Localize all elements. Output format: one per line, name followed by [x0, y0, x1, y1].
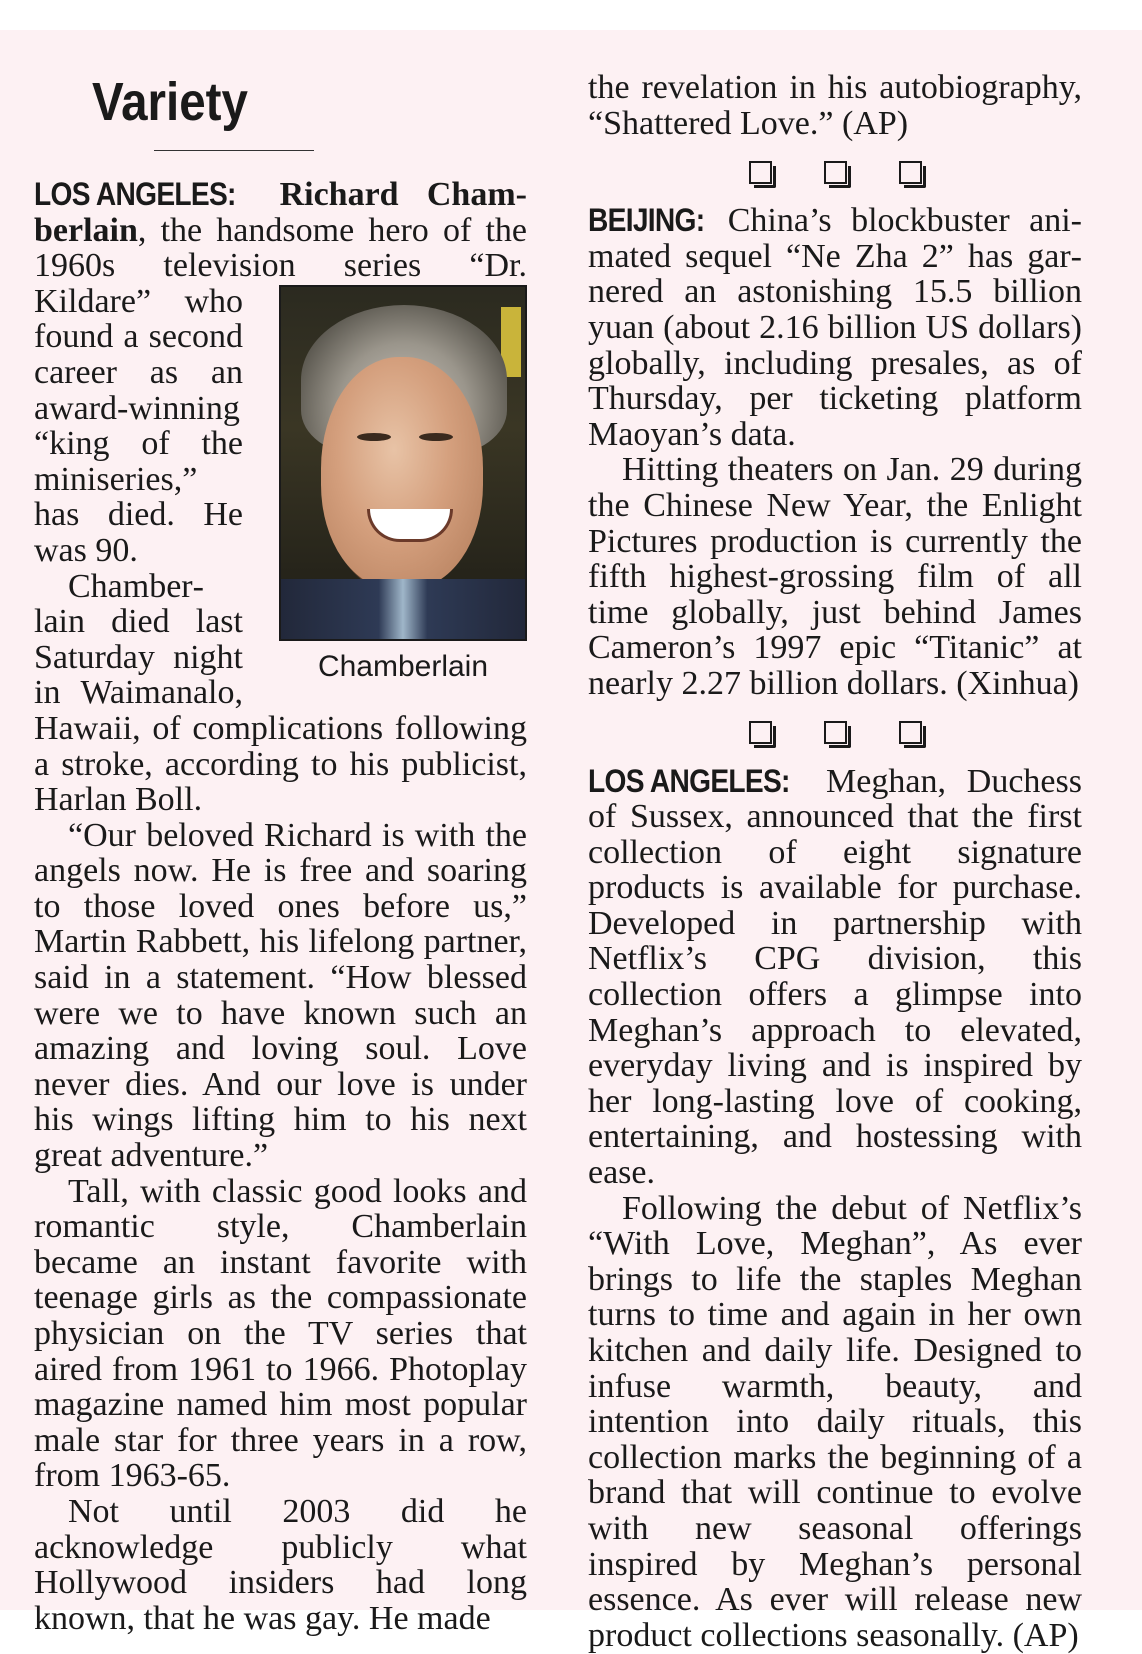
story2-paragraph-2: Hitting theaters on Jan. 29 during the Chinese New Year, the Enlight Pictures production is currently the fifth highest-grossing film of all time globally, just behind James Cameron’s 1997 epic “Titanic” at nearly 2.27 billion dollars. (Xinhua) — [588, 451, 1082, 702]
story1-lead-rest-2: who found a second career as an award-winning “king of the miniseries,” has died. He was 90. — [34, 282, 243, 569]
story1-dateline: LOS ANGELES: — [34, 176, 236, 212]
story1-paragraph-2: Chamberlain died last Saturday night in Waimanalo, Hawaii, of complications following a stroke, according to his publicist, Harlan Boll. — [34, 567, 527, 819]
story3-dateline: LOS ANGELES: — [588, 762, 790, 799]
story2-dateline: BEIJING: — [588, 202, 705, 239]
separator-2 — [588, 702, 1082, 764]
story1-lead-name: Richard Chamberlain — [34, 176, 527, 249]
story3-paragraph-1 — [588, 764, 1082, 1191]
square-bullet-icon — [749, 161, 772, 184]
story3-paragraph-2: Following the debut of Netflix’s “With Love, Meghan”, As ever brings to life the staples Meghan turns to time and again in her own kitchen and daily life. Designed to infuse warmth, beauty, and intention into daily rituals, this collection marks the beginning of a brand that will continue to evolve with new seasonal offerings inspired by Meghan’s personal essence. As ever will release new product collections seasonally. (AP) — [588, 1189, 1082, 1654]
chamberlain-photo — [279, 285, 527, 641]
square-bullet-icon — [824, 161, 847, 184]
story3-paragraph-1-text: Meghan, Duchess of Sussex, announced that the first collection of eight signature products is available for purchase. Developed in partnership with Netflix’s CPG division, this collection offers a glimpse into Meghan’s approach to elevated, everyday living and is inspired by her long-lasting love of cooking, entertaining, and hostessing with ease. — [588, 762, 1082, 1192]
square-bullet-icon — [899, 161, 922, 184]
photo-block — [279, 285, 527, 685]
square-bullet-icon — [899, 721, 922, 744]
story2-paragraph-1 — [588, 203, 1082, 452]
story1-paragraph-3: “Our beloved Richard is with the angels now. He is free and soaring to those loved ones before us,” Martin Rabbett, his lifelong partner, said in a statement. “How blessed were we to have known such an amazing and loving soul. Love never dies. And our love is under his wings lifting him to his next great adventure.” — [34, 816, 527, 1175]
photo-caption: Chamberlain — [317, 649, 489, 683]
square-bullet-icon — [749, 721, 772, 744]
square-bullet-icon — [824, 721, 847, 744]
title-rule — [154, 150, 314, 151]
story1-paragraph-1 — [34, 176, 527, 683]
left-column — [34, 70, 527, 1636]
story1-continuation: the revelation in his autobiography, “Shattered Love.” (AP) — [588, 69, 1082, 142]
story1-lead-rest: , the handsome hero of the 1960s television series “Dr. Kildare” — [34, 211, 527, 320]
section-title: Variety — [92, 72, 248, 132]
story2-paragraph-1-text: China’s blockbuster animated sequel “Ne Zha 2” has garnered an astonishing 15.5 billion yuan (about 2.16 billion US dollars) globally, including presales, as of Thursday, per ticketing platform Maoyan’s data. — [588, 202, 1082, 453]
right-column — [588, 70, 1082, 1653]
newspaper-page — [0, 30, 1142, 1654]
story1-paragraph-4: Tall, with classic good looks and romantic style, Chamberlain became an instant favorite with teenage girls as the compassionate physician on the TV series that aired from 1961 to 1966. Photoplay magazine named him most popular male star for three years in a row, from 1963-65. — [34, 1172, 527, 1495]
story1-paragraph-5: Not until 2003 did he acknowledge publicly what Hollywood insiders had long known, that he was gay. He made — [34, 1492, 527, 1637]
separator-1 — [588, 141, 1082, 203]
